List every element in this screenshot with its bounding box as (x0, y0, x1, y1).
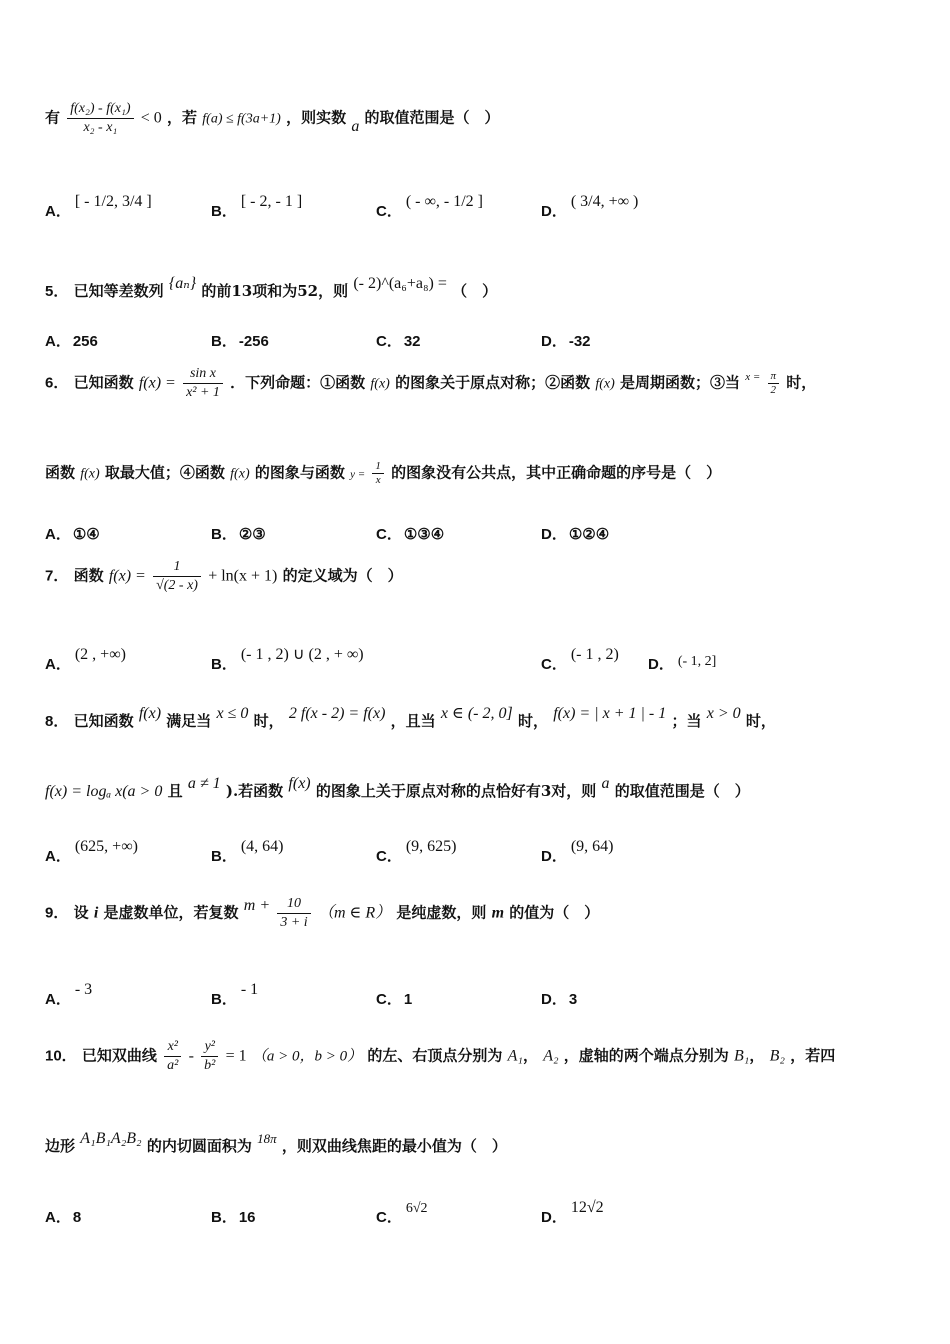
q10-line2-a: 边形 (45, 1137, 76, 1155)
q5-option-b-value: -256 (238, 333, 269, 350)
q8-line2-d: 的取值范围是（ ） (614, 782, 750, 800)
q7-option-b-value: (- 1 , 2) ∪ (2 , + ∞) (240, 646, 364, 663)
q9-option-b-label: B． (211, 991, 237, 1008)
q10-option-d[interactable] (541, 1199, 604, 1227)
q6-pi-fraction (768, 370, 780, 397)
q6-text2: ．下列命题：①函数 (230, 373, 366, 392)
q6-func-fraction (183, 365, 223, 402)
q4-mid: ，若 (167, 108, 198, 127)
q6-fx-2: f(x) (595, 376, 615, 392)
q4-line (45, 100, 500, 137)
q6-x: x (375, 474, 381, 486)
q8-text1: 已知函数 (73, 712, 134, 730)
q10-x2: x² (164, 1038, 181, 1057)
q9-fraction (277, 895, 310, 932)
q6-func-lhs: f(x) = (138, 374, 176, 392)
q6-fx-1: f(x) (370, 376, 390, 392)
q6-text5: 时， (786, 373, 817, 392)
q9-option-c-value: 1 (403, 991, 413, 1008)
q7-option-a-label: A． (45, 656, 71, 673)
q4-ineq: < 0 (140, 109, 162, 127)
q4-option-b-label: B． (211, 203, 237, 220)
q7-option-c[interactable] (541, 646, 619, 674)
q10-stem-line2 (45, 1130, 507, 1156)
q9-option-d-value: 3 (568, 991, 578, 1008)
q9-m: m (491, 904, 505, 922)
q9-option-a-value: - 3 (74, 981, 93, 998)
q7-number: 7． (45, 567, 69, 585)
q6-text1: 已知函数 (73, 373, 134, 392)
q5-option-c-label: C． (376, 333, 402, 350)
q8-text6: ；当 (671, 712, 702, 730)
q8-option-d[interactable] (541, 838, 614, 866)
q10-A1: A₁ (507, 1047, 523, 1065)
q7-den: √(2 - x) (156, 578, 198, 593)
q7-option-b-label: B． (211, 656, 237, 673)
q10-text4: ，若四 (790, 1046, 836, 1065)
q8-number: 8． (45, 713, 69, 730)
q4-fraction-den: x₂ - x₁ (83, 120, 118, 135)
q8-c5: x > 0 (706, 705, 741, 722)
q10-text2: 的左、右顶点分别为 (367, 1046, 503, 1065)
q6-number: 6． (45, 374, 69, 392)
q8-stem-line1 (45, 705, 776, 731)
q8-text5: 时， (517, 712, 548, 730)
q6-recip-fraction (372, 460, 384, 487)
q8-line2-a: 且 (167, 782, 183, 800)
q8-line2-b: ).若函数 (225, 782, 284, 800)
q7-option-c-label: C． (541, 656, 567, 673)
q4-option-b[interactable] (211, 193, 303, 221)
q9-option-c-label: C． (376, 991, 402, 1008)
q8-text7: 时， (745, 712, 776, 730)
q6-option-c-label: C． (376, 526, 402, 543)
q8-c4: f(x) = | x + 1 | - 1 (553, 705, 667, 722)
q4-option-c[interactable] (376, 193, 484, 221)
q8-line2-c: 的图象上关于原点对称的点恰好有3对，则 (315, 782, 597, 800)
q6-pi-num: π (768, 370, 780, 384)
q4-option-d-label: D． (541, 203, 567, 220)
q6-line2-c: 的图象与函数 (254, 463, 345, 482)
q6-fx-4: f(x) (230, 466, 250, 482)
q8-stem-line2 (45, 775, 750, 801)
q5-expr: (- 2)^(a₆+a₈) = (353, 275, 447, 292)
q9-option-a-label: A． (45, 991, 71, 1008)
q4-option-d-value: ( 3/4, +∞ ) (570, 193, 639, 210)
q4-condition: f(a) ≤ f(3a+1) (202, 111, 281, 127)
q6-option-d[interactable] (541, 523, 609, 544)
q7-option-b[interactable] (211, 646, 364, 674)
q9-option-d[interactable] (541, 988, 577, 1009)
q6-text4: 是周期函数；③当 (620, 373, 741, 392)
q6-stem-line2 (45, 460, 721, 487)
q6-line2-b: 取最大值；④函数 (104, 463, 225, 482)
q5-option-a-value: 256 (72, 333, 98, 350)
q7-num: 1 (153, 558, 201, 577)
q9-option-b-value: - 1 (240, 981, 259, 998)
q7-option-d[interactable] (648, 653, 716, 674)
q10-line2-c: ，则双曲线焦距的最小值为（ ） (281, 1137, 507, 1155)
q5-option-d[interactable] (541, 330, 591, 351)
q9-den: 3 + i (280, 915, 308, 930)
q6-option-a-label: A． (45, 526, 71, 543)
q8-fx-2: f(x) (288, 775, 311, 792)
q5-option-d-value: -32 (568, 333, 591, 350)
q6-line2-d: 的图象没有公共点，其中正确命题的序号是（ ） (391, 463, 722, 482)
q6-func-den: x² + 1 (186, 385, 220, 400)
q10-b2: b² (204, 1058, 216, 1073)
q5-option-d-label: D． (541, 333, 567, 350)
q10-A2: A₂ (543, 1047, 559, 1065)
q7-text2: 的定义域为（ ） (282, 566, 403, 585)
q5-text1: 已知等差数列 (73, 282, 164, 300)
q4-fraction-num: f(x₂) - f(x₁) (67, 100, 133, 119)
q7-option-d-label: D． (648, 656, 674, 673)
q4-suffix: 的取值范围是（ ） (364, 108, 500, 127)
q10-option-b[interactable] (211, 1206, 256, 1227)
q6-option-b-value: ②③ (238, 526, 266, 543)
q6-option-c[interactable] (376, 523, 444, 544)
q5-option-a-label: A． (45, 333, 71, 350)
q10-y2: y² (201, 1038, 218, 1057)
q10-option-c-label: C． (376, 1209, 402, 1226)
q4-option-b-value: [ - 2, - 1 ] (240, 193, 303, 210)
q10-cond: （a > 0，b > 0） (251, 1048, 363, 1065)
q9-text4: 的值为（ ） (509, 903, 600, 922)
q8-option-c-label: C． (376, 848, 402, 865)
q4-option-a[interactable] (45, 193, 152, 221)
q6-pi-den: 2 (770, 384, 777, 396)
q4-option-c-label: C． (376, 203, 402, 220)
q9-option-d-label: D． (541, 991, 567, 1008)
q9-option-a[interactable] (45, 981, 93, 1009)
q8-text2: 满足当 (166, 712, 212, 730)
q10-area: 18π (257, 1131, 277, 1146)
q6-option-a[interactable] (45, 523, 100, 544)
q9-text3: 是纯虚数，则 (396, 903, 487, 922)
q10-option-c[interactable] (376, 1201, 428, 1227)
q10-option-b-label: B． (211, 1209, 237, 1226)
q5-number: 5． (45, 283, 69, 300)
q4-fraction (67, 100, 133, 137)
q4-option-a-value: [ - 1/2, 3/4 ] (74, 193, 152, 210)
q6-option-d-label: D． (541, 526, 567, 543)
q9-text2: 是虚数单位，若复数 (103, 903, 239, 922)
q7-option-a-value: (2 , +∞) (74, 646, 126, 663)
q10-line2-b: 的内切圆面积为 (146, 1137, 252, 1155)
q4-prefix: 有 (45, 108, 61, 127)
q5-text2: 的前13项和为52，则 (201, 282, 349, 300)
q5-option-b[interactable] (211, 330, 269, 351)
q7-text1: 函数 (73, 566, 104, 585)
q6-line2-a: 函数 (45, 463, 76, 482)
q7-option-d-value: (- 1, 2] (677, 654, 717, 669)
q10-comma-2: ， (749, 1046, 765, 1065)
q6-option-d-value: ①②④ (568, 526, 610, 543)
q8-line2-expr: f(x) = logₐ x(a > 0 (45, 783, 163, 800)
q5-option-c-value: 32 (403, 333, 421, 350)
q8-var: a (601, 775, 610, 792)
q10-text3: ，虚轴的两个端点分别为 (563, 1046, 729, 1065)
q5-option-b-label: B． (211, 333, 237, 350)
q7-option-c-value: (- 1 , 2) (570, 646, 619, 663)
q8-option-c-value: (9, 625) (405, 838, 457, 855)
q4-option-d[interactable] (541, 193, 639, 221)
q10-comma-1: ， (522, 1046, 538, 1065)
q4-option-c-value: ( - ∞, - 1/2 ] (405, 193, 484, 210)
q5-text3: （ ） (452, 282, 498, 300)
q7-fraction (153, 558, 201, 595)
q10-quad: A₁B₁A₂B₂ (80, 1130, 142, 1147)
q6-stem-line1 (45, 365, 816, 402)
q8-fx-1: f(x) (138, 705, 162, 722)
q6-x-eq: x = (745, 370, 761, 383)
q6-one: 1 (372, 460, 384, 474)
q9-m-plus: m + (243, 896, 271, 914)
q9-stem (45, 895, 599, 932)
q10-a2: a² (167, 1058, 179, 1073)
q10-option-b-value: 16 (238, 1209, 256, 1226)
q10-number: 10． (45, 1047, 77, 1065)
q6-fx-3: f(x) (80, 466, 100, 482)
q10-option-c-value: 6√2 (405, 1201, 428, 1216)
q4-mid2: ，则实数 (286, 108, 347, 127)
q7-option-a[interactable] (45, 646, 126, 674)
q8-option-d-value: (9, 64) (570, 838, 614, 855)
q4-var: a (351, 117, 360, 135)
q10-B2: B₂ (769, 1047, 785, 1065)
q8-option-c[interactable] (376, 838, 457, 866)
q5-stem (45, 275, 498, 301)
q6-option-b-label: B． (211, 526, 237, 543)
q10-option-d-value: 12√2 (570, 1199, 604, 1216)
q10-stem-line1 (45, 1038, 835, 1075)
q8-option-b[interactable] (211, 838, 284, 866)
q10-text1: 已知双曲线 (81, 1046, 157, 1065)
q9-option-c[interactable] (376, 988, 412, 1009)
q8-option-a-label: A． (45, 848, 71, 865)
q6-text3: 的图象关于原点对称；②函数 (395, 373, 591, 392)
q10-y-fraction (201, 1038, 218, 1075)
q9-option-b[interactable] (211, 981, 259, 1009)
q10-x-fraction (164, 1038, 181, 1075)
q10-minus: - (188, 1047, 194, 1065)
q7-tail: + ln(x + 1) (208, 567, 278, 585)
q6-option-c-value: ①③④ (403, 526, 445, 543)
q5-option-c[interactable] (376, 330, 421, 351)
q8-c2: 2 f(x - 2) = f(x) (288, 705, 386, 722)
q10-option-a[interactable] (45, 1206, 81, 1227)
q4-option-a-label: A． (45, 203, 71, 220)
q10-option-a-label: A． (45, 1209, 71, 1226)
q7-lhs: f(x) = (108, 567, 146, 585)
q9-number: 9． (45, 904, 69, 922)
q8-line2-cond: a ≠ 1 (187, 775, 221, 792)
q9-text1: 设 (73, 903, 89, 922)
q8-c3: x ∈ (- 2, 0] (440, 705, 513, 722)
q8-text4: ，且当 (390, 712, 436, 730)
q8-text3: 时， (253, 712, 284, 730)
q8-option-a[interactable] (45, 838, 138, 866)
q6-func-num: sin x (183, 365, 223, 384)
q9-i: i (93, 904, 99, 922)
q5-seq: {aₙ} (168, 275, 197, 292)
q6-option-a-value: ①④ (72, 526, 100, 543)
q6-option-b[interactable] (211, 523, 266, 544)
q6-y-eq: y = (350, 468, 366, 481)
q10-option-a-value: 8 (72, 1209, 82, 1226)
q9-cond: （m ∈ R） (317, 904, 392, 922)
q5-option-a[interactable] (45, 330, 98, 351)
q8-option-b-label: B． (211, 848, 237, 865)
q8-option-a-value: (625, +∞) (74, 838, 138, 855)
q10-eq1: = 1 (225, 1047, 247, 1065)
q8-option-b-value: (4, 64) (240, 838, 284, 855)
q7-stem (45, 558, 403, 595)
q10-B1: B₁ (734, 1047, 750, 1065)
q8-c1: x ≤ 0 (216, 705, 249, 722)
q10-option-d-label: D． (541, 1209, 567, 1226)
q8-option-d-label: D． (541, 848, 567, 865)
q9-num: 10 (277, 895, 310, 914)
